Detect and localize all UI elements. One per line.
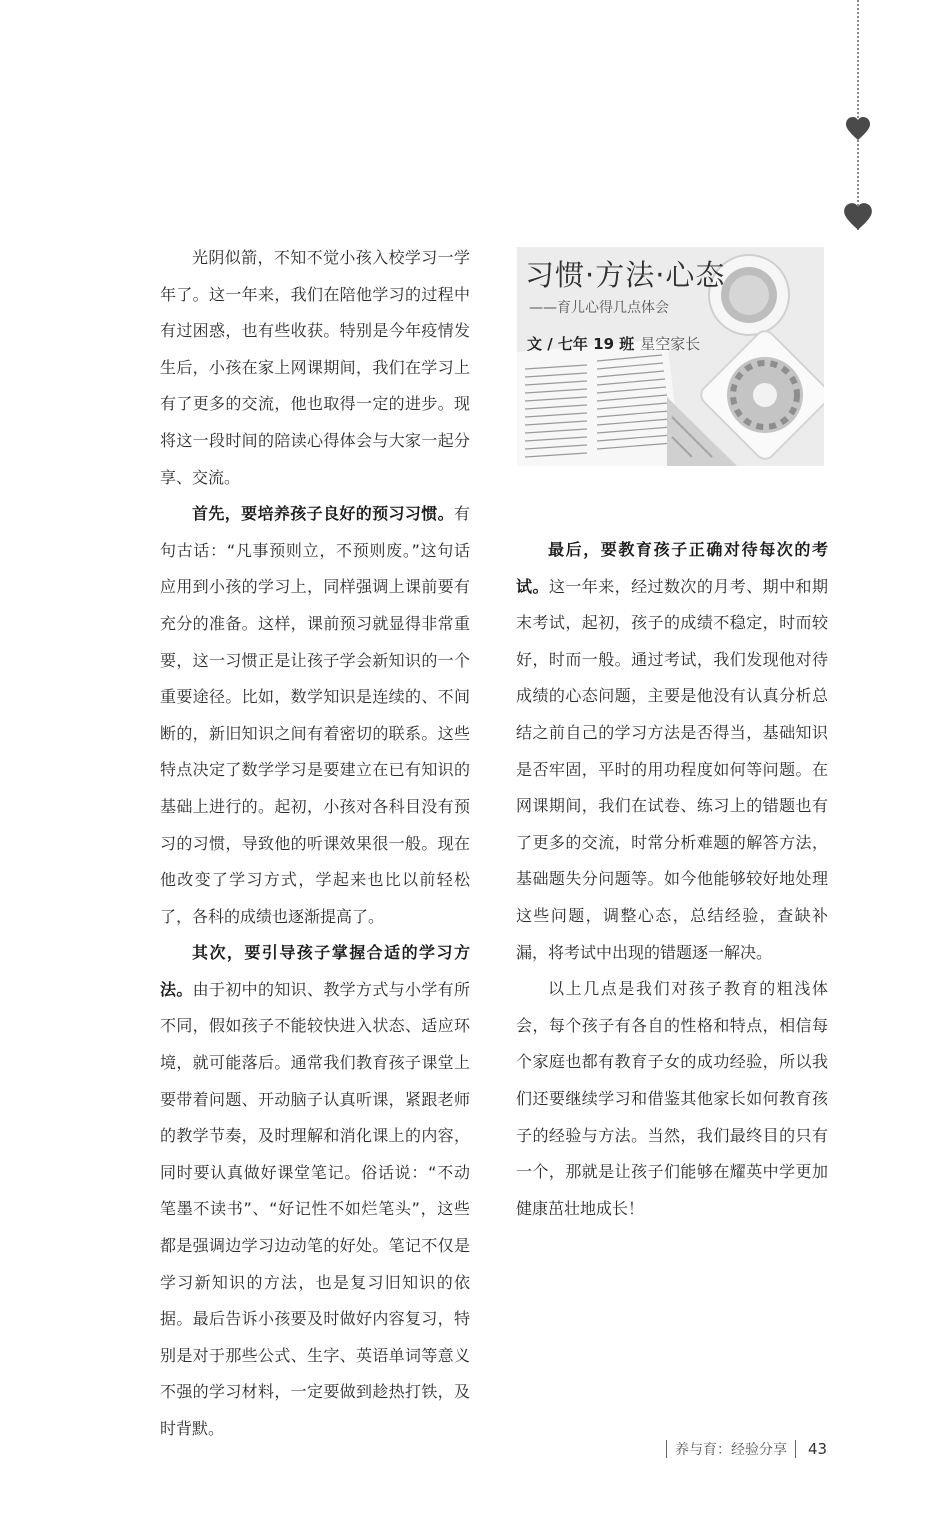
paragraph-body: 有句古话：“凡事预则立，不预则废。”这句话应用到小孩的学习上，同样强调上课前要有充分的准备。这样，课前预习就显得非常重要，这一习惯正是让孩子学会新知识的一个重要途径。比如，数学知识是连续的、不间断的，新旧知识之间有着密切的联系。这些特点决定了数学学习是要建立在已有知识的基础上进行的。起初，小孩对各科目没有预习的习惯，导致他的听课效果很一般。现在他改变了学习方式，学起来也比以前轻松了，各科的成绩也逐渐提高了。 bbox=[160, 504, 470, 926]
paragraph-heading: 最后，要教育孩子正确对待每次的考试。 bbox=[516, 540, 828, 596]
article-title: 习惯·方法·心态 bbox=[525, 258, 726, 292]
footer-divider bbox=[795, 1440, 796, 1458]
page-number: 43 bbox=[808, 1440, 828, 1458]
paragraph-heading: 其次，要引导孩子掌握合适的学习方法。 bbox=[160, 943, 470, 999]
paragraph-preview-habit bbox=[160, 496, 470, 935]
author-class: 文 / 七年 19 班 bbox=[527, 335, 635, 353]
paragraph-heading: 首先，要培养孩子良好的预习习惯。 bbox=[192, 504, 454, 524]
heart-icon bbox=[843, 202, 873, 232]
paragraph-body: 这一年来，经过数次的月考、期中和期末考试，起初，孩子的成绩不稳定，时而较好，时而一般。通过考试，我们发现他对待成绩的心态问题，主要是他没有认真分析总结之前自己的学习方法是否得当，基础知识是否牢固，平时的用功程度如何等问题。在网课期间，我们在试卷、练习上的错题也有了更多的交流，时常分析难题的解答方法，基础题失分问题等。如今他能够较好地处理这些问题，调整心态，总结经验，查缺补漏，将考试中出现的错题逐一解决。 bbox=[516, 576, 828, 962]
author-nickname: 星空家长 bbox=[640, 335, 701, 353]
paragraph-exams bbox=[516, 532, 828, 971]
article-header-image bbox=[517, 247, 824, 466]
article-author bbox=[527, 333, 700, 354]
heart-icon bbox=[845, 116, 871, 142]
intro-paragraph: 光阴似箭，不知不觉小孩入校学习一学年了。这一年来，我们在陪他学习的过程中有过困惑，也有些收获。特别是今年疫情发生后，小孩在家上网课期间，我们在学习上有了更多的交流，他也取得一定的进步。现将这一段时间的陪读心得体会与大家一起分享、交流。 bbox=[160, 248, 470, 487]
dotted-divider-line bbox=[857, 0, 859, 230]
closing-paragraph: 以上几点是我们对孩子教育的粗浅体会，每个孩子有各自的性格和特点，相信每个家庭也都有教育子女的成功经验，所以我们还要继续学习和借鉴其他家长如何教育孩子的经验与方法。当然，我们最终目的只有一个，那就是让孩子们能够在耀英中学更加健康茁壮地成长！ bbox=[516, 979, 828, 1218]
paragraph-study-method bbox=[160, 935, 470, 1447]
footer-section-name: 养与育：经验分享 bbox=[675, 1442, 787, 1458]
left-text-column bbox=[160, 240, 470, 1448]
footer-divider bbox=[666, 1440, 667, 1458]
right-text-column bbox=[516, 532, 828, 1227]
paragraph-body: 由于初中的知识、教学方式与小学有所不同，假如孩子不能较快进入状态、适应环境，就可能落后。通常我们教育孩子课堂上要带着问题、开动脑子认真听课，紧跟老师的教学节奏，及时理解和消化课上的内容，同时要认真做好课堂笔记。俗话说：“不动笔墨不读书”、“好记性不如烂笔头”，这些都是强调边学习边动笔的好处。笔记不仅是学习新知识的方法，也是复习旧知识的依据。最后告诉小孩要及时做好内容复习，特别是对于那些公式、生字、英语单词等意义不强的学习材料，一定要做到趁热打铁，及时背默。 bbox=[160, 979, 470, 1438]
page-footer bbox=[658, 1437, 827, 1461]
article-subtitle: ——育儿心得几点体会 bbox=[529, 300, 669, 316]
